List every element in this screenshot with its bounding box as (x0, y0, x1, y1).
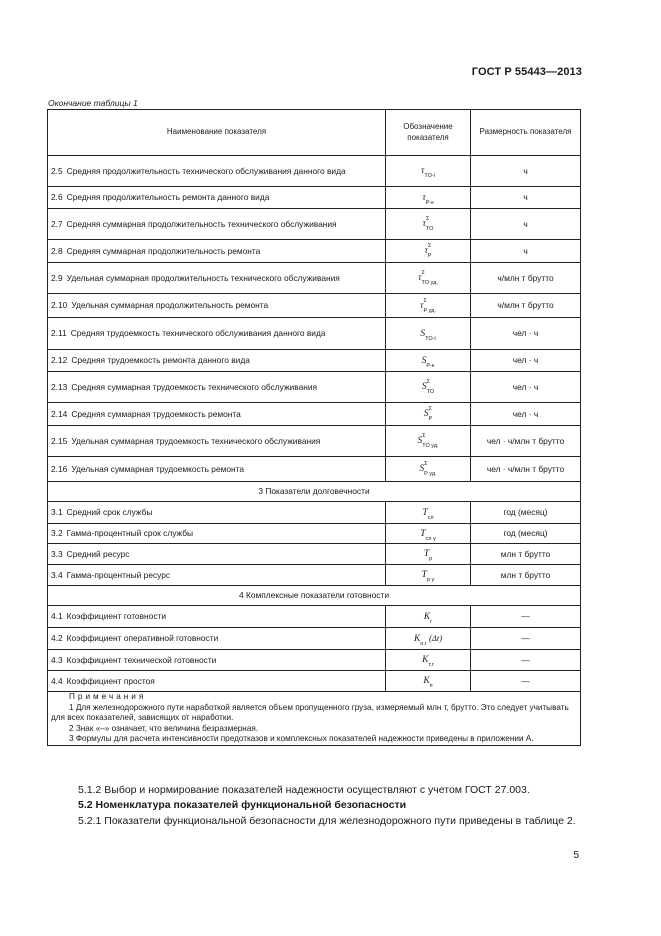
indicator-symbol (386, 403, 471, 426)
table-row (48, 209, 581, 240)
paragraph-5-1-2: 5.1.2 Выбор и нормирование показателей надежности осуществляют с учетом ГОСТ 27.003. (78, 784, 530, 796)
symbol-base: K (423, 611, 431, 622)
indicator-name (48, 318, 386, 350)
table-notes (48, 692, 581, 746)
table-caption: Окончание таблицы 1 (48, 98, 138, 108)
symbol-subscript: т.г (428, 662, 434, 668)
symbol-subscript: P уд. (424, 471, 437, 477)
indicator-unit: — (471, 671, 581, 692)
indicator-symbol (386, 650, 471, 671)
indicator-number: 4.3 (51, 654, 63, 665)
symbol-base: T (422, 507, 428, 518)
indicator-name (48, 502, 386, 524)
symbol-base: S (423, 409, 429, 420)
indicator-number: 3.2 (51, 528, 63, 539)
indicator-number: 3.3 (51, 548, 63, 559)
indicator-symbol (386, 240, 471, 263)
indicator-unit: ч (471, 156, 581, 187)
note-item: 1 Для железнодорожного пути наработкой является объем пропущенного груза, измеряемый млн т, брутто. Это следует учитывать для всех показателей, зависящих от наработки. (51, 702, 569, 722)
table-row (48, 502, 581, 524)
table-row (48, 156, 581, 187)
indicator-unit: ч (471, 240, 581, 263)
indicator-number: 2.6 (51, 192, 63, 203)
indicator-symbol (386, 156, 471, 187)
indicator-name (48, 209, 386, 240)
indicator-name (48, 350, 386, 372)
indicator-name (48, 524, 386, 544)
indicator-symbol (386, 502, 471, 524)
indicator-name (48, 240, 386, 263)
indicator-unit: год (месяц) (471, 524, 581, 544)
indicator-unit: ч/млн т брутто (471, 294, 581, 318)
indicator-symbol (386, 671, 471, 692)
indicator-unit: — (471, 650, 581, 671)
symbol-subscript: р γ (426, 577, 435, 583)
column-header-unit: Размерность показателя (471, 110, 581, 156)
indicator-text: Гамма-процентный ресурс (66, 569, 171, 580)
column-header-symbol: Обозначение показателя (386, 110, 471, 156)
table-row (48, 318, 581, 350)
symbol-superscript: Σ (421, 270, 425, 276)
symbol-subscript: TO (425, 226, 434, 232)
symbol-subscript: сл (427, 514, 434, 521)
symbol-superscript: Σ (428, 406, 432, 412)
indicator-number: 2.8 (51, 245, 63, 256)
table-row (48, 263, 581, 294)
table-row (48, 544, 581, 565)
indicator-unit: ч (471, 209, 581, 240)
indicator-unit: — (471, 606, 581, 628)
indicator-number: 3.4 (51, 569, 63, 580)
indicator-number: 2.14 (51, 408, 68, 419)
indicator-unit: чел · ч (471, 403, 581, 426)
indicator-symbol (386, 350, 471, 372)
indicator-symbol (386, 524, 471, 544)
indicator-number: 2.9 (51, 272, 63, 283)
symbol-base: K (413, 633, 421, 644)
indicator-symbol (386, 187, 471, 209)
indicator-number: 2.15 (51, 435, 68, 446)
notes-title: Примечания (69, 692, 147, 701)
table-row (48, 350, 581, 372)
symbol-base: S (421, 382, 427, 393)
indicator-name (48, 671, 386, 692)
symbol-subscript: р (429, 556, 433, 562)
indicator-text: Коэффициент оперативной готовности (66, 633, 219, 644)
indicator-symbol (386, 628, 471, 650)
indicator-name (48, 628, 386, 650)
section-heading-5-2: 5.2 Номенклатура показателей функциональной безопасности (78, 799, 407, 811)
symbol-subscript: P (428, 416, 433, 422)
indicator-text: Удельная суммарная продолжительность ремонта (71, 300, 269, 311)
symbol-subscript: TO (426, 389, 435, 395)
table-row (48, 187, 581, 209)
indicator-name (48, 156, 386, 187)
symbol-subscript: TO уд. (421, 280, 438, 286)
indicator-name (48, 263, 386, 294)
symbol-superscript: Σ (424, 461, 428, 467)
indicator-unit: — (471, 628, 581, 650)
symbol-superscript: Σ (422, 433, 426, 439)
table-row (48, 372, 581, 403)
paragraph-5-2-1: 5.2.1 Показатели функциональной безопасности для железнодорожного пути приведены в таблице 2. (78, 815, 576, 827)
table-header-row (48, 110, 581, 156)
symbol-base: K (422, 655, 429, 666)
indicator-number: 3.1 (51, 507, 63, 518)
symbol-superscript: Σ (426, 379, 430, 385)
symbol-base: T (420, 528, 426, 539)
indicator-number: 4.2 (51, 633, 63, 644)
table-row (48, 426, 581, 457)
table-row (48, 240, 581, 263)
indicator-number: 2.12 (51, 355, 68, 366)
section-title: 3 Показатели долговечности (48, 482, 581, 502)
indicator-text: Средний ресурс (66, 548, 130, 559)
indicator-number: 2.5 (51, 165, 63, 176)
symbol-base: S (421, 355, 427, 366)
indicator-unit: чел · ч (471, 350, 581, 372)
indicator-name (48, 457, 386, 482)
table-row (48, 294, 581, 318)
indicator-text: Средняя продолжительность технического обслуживания данного вида (66, 165, 346, 176)
symbol-base: τ (424, 246, 428, 257)
note-item: 2 Знак «–» означает, что величина безразмерная. (69, 723, 259, 733)
indicator-text: Коэффициент простоя (66, 675, 155, 686)
indicator-text: Удельная суммарная продолжительность технического обслуживания (66, 272, 340, 283)
indicator-text: Средняя суммарная трудоемкость ремонта (71, 408, 241, 419)
indicator-symbol (386, 318, 471, 350)
table-section-row (48, 586, 581, 606)
indicator-unit: чел · ч/млн т брутто (471, 457, 581, 482)
indicator-symbol (386, 426, 471, 457)
indicator-number: 4.1 (51, 611, 63, 622)
table-row (48, 403, 581, 426)
indicator-number: 2.10 (51, 300, 68, 311)
indicator-number: 2.11 (51, 328, 67, 339)
symbol-subscript: P-к (425, 199, 434, 206)
symbol-argument: (Δt) (426, 632, 443, 643)
indicator-number: 4.4 (51, 675, 63, 686)
indicator-symbol (386, 209, 471, 240)
symbol-base: τ (418, 273, 422, 284)
table-row (48, 457, 581, 482)
column-header-name: Наименование показателя (48, 110, 386, 156)
indicator-name (48, 372, 386, 403)
indicator-symbol (386, 606, 471, 628)
indicator-text: Гамма-процентный срок службы (66, 528, 194, 539)
indicator-text: Средняя продолжительность ремонта данного вида (66, 192, 270, 203)
indicator-text: Средняя суммарная продолжительность ремонта (66, 245, 261, 256)
symbol-base: τ (422, 219, 426, 230)
table-row (48, 524, 581, 544)
symbol-base: K (423, 676, 430, 687)
indicator-symbol (386, 565, 471, 586)
symbol-subscript: п (429, 683, 433, 689)
page-number: 5 (573, 850, 579, 861)
indicator-symbol (386, 294, 471, 318)
indicator-number: 2.13 (51, 381, 68, 392)
symbol-base: τ (420, 300, 424, 311)
indicator-text: Средняя суммарная трудоемкость технического обслуживания (71, 381, 318, 392)
table-row (48, 671, 581, 692)
symbol-subscript: P (427, 253, 432, 259)
table-row (48, 628, 581, 650)
indicator-text: Средняя суммарная продолжительность технического обслуживания (66, 218, 337, 229)
table-row (48, 606, 581, 628)
indicator-name (48, 426, 386, 457)
symbol-base: S (419, 464, 425, 475)
indicator-unit: чел · ч/млн т брутто (471, 426, 581, 457)
indicators-table (47, 109, 581, 746)
indicator-name (48, 544, 386, 565)
indicator-text: Удельная суммарная трудоемкость ремонта (71, 463, 245, 474)
symbol-subscript: о.г (420, 640, 427, 647)
symbol-base: S (420, 328, 426, 339)
symbol-base: S (417, 436, 423, 447)
symbol-base: τ (422, 192, 426, 203)
symbol-subscript: TO-i (425, 335, 436, 342)
indicator-symbol (386, 544, 471, 565)
table-row (48, 650, 581, 671)
table-notes-row (48, 692, 581, 746)
indicator-name (48, 403, 386, 426)
indicator-text: Коэффициент готовности (66, 611, 167, 622)
indicator-text: Средняя трудоемкость ремонта данного вида (71, 355, 250, 366)
symbol-superscript: Σ (427, 243, 432, 249)
symbol-subscript: P-к (426, 362, 435, 369)
section-title: 4 Комплексные показатели готовности (48, 586, 581, 606)
indicator-text: Удельная суммарная трудоемкость технического обслуживания (71, 435, 321, 446)
indicator-name (48, 187, 386, 209)
indicator-symbol (386, 263, 471, 294)
symbol-subscript: сл γ (425, 535, 436, 542)
symbol-superscript: Σ (425, 216, 430, 222)
indicator-unit: чел · ч (471, 372, 581, 403)
indicator-symbol (386, 457, 471, 482)
indicator-unit: ч (471, 187, 581, 209)
indicator-unit: чел · ч (471, 318, 581, 350)
indicator-name (48, 650, 386, 671)
table-section-row (48, 482, 581, 502)
symbol-base: T (421, 570, 427, 581)
symbol-subscript: TO уд. (422, 443, 439, 449)
note-item: 3 Формулы для расчета интенсивности предотказов и комплексных показателей надежности приведены в приложении А. (69, 734, 534, 743)
symbol-base: T (423, 549, 430, 560)
indicator-text: Коэффициент технической готовности (66, 654, 217, 665)
indicator-unit: млн т брутто (471, 565, 581, 586)
indicator-name (48, 294, 386, 318)
indicator-unit: год (месяц) (471, 502, 581, 524)
symbol-subscript: г (430, 618, 433, 625)
indicator-text: Средняя трудоемкость технического обслуживания данного вида (70, 328, 326, 339)
indicator-symbol (386, 372, 471, 403)
indicator-number: 2.16 (51, 463, 68, 474)
indicator-name (48, 565, 386, 586)
document-number: ГОСТ Р 55443—2013 (471, 66, 582, 78)
symbol-subscript: TO-i (424, 173, 435, 179)
indicator-number: 2.7 (51, 218, 63, 229)
indicator-name (48, 606, 386, 628)
symbol-subscript: P уд. (423, 307, 436, 314)
symbol-base: τ (421, 166, 425, 177)
indicator-unit: млн т брутто (471, 544, 581, 565)
indicator-text: Средний срок службы (66, 507, 153, 518)
table-row (48, 565, 581, 586)
indicator-unit: ч/млн т брутто (471, 263, 581, 294)
symbol-superscript: Σ (423, 297, 427, 304)
